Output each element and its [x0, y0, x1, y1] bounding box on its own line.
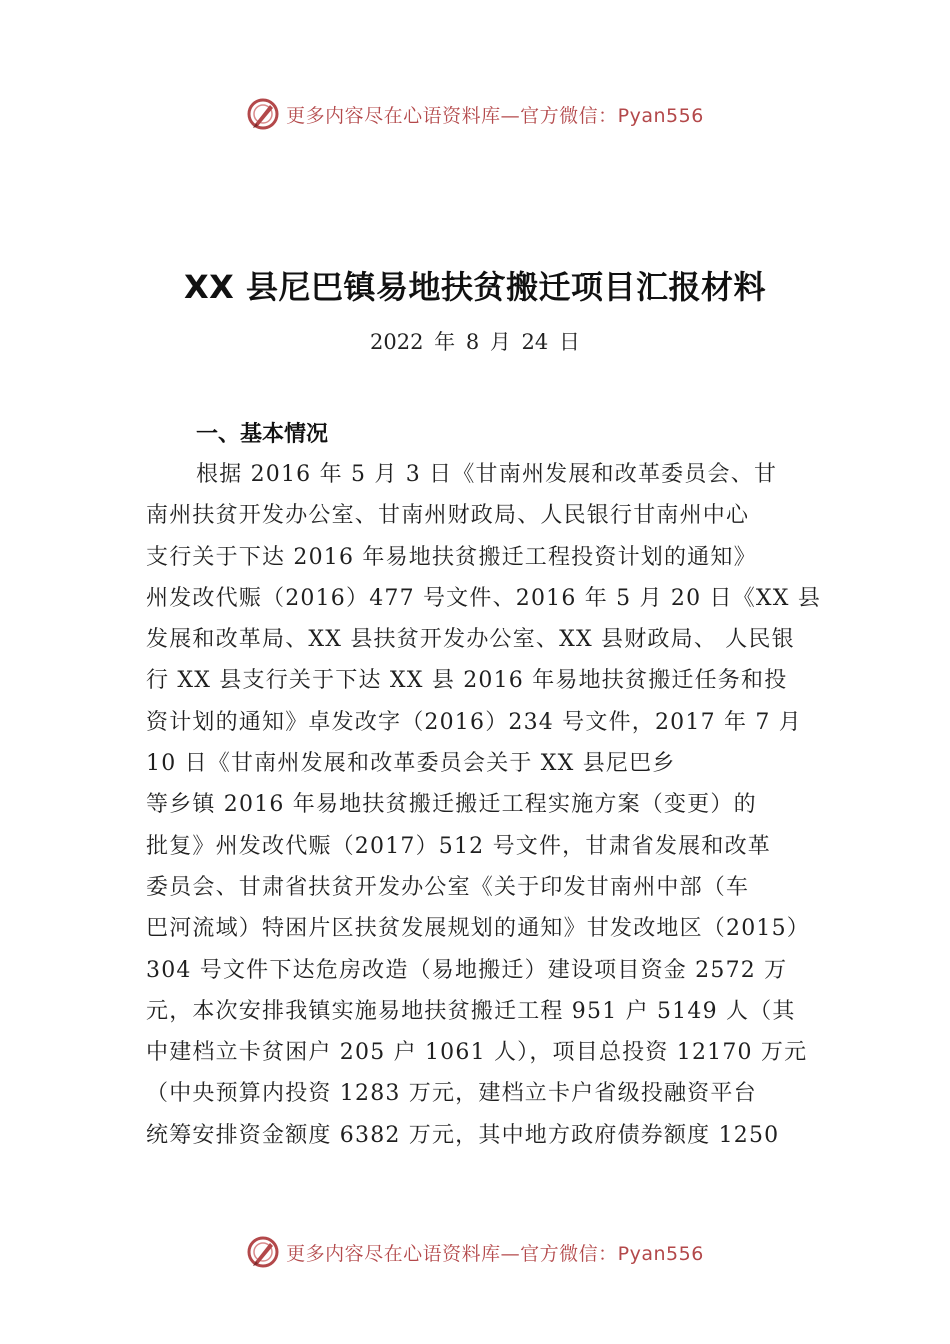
body-line: 统筹安排资金额度 6382 万元，其中地方政府债券额度 1250: [146, 1122, 780, 1148]
watermark-text: 更多内容尽在心语资料库—官方微信：Pyan556: [286, 104, 704, 127]
watermark-footer: [0, 1232, 950, 1272]
quill-logo-icon: [246, 1235, 280, 1269]
body-paragraph: [146, 454, 836, 1156]
watermark-text: 更多内容尽在心语资料库—官方微信：Pyan556: [286, 1242, 704, 1265]
document-date: 2022 年 8 月 24 日: [370, 330, 580, 354]
body-line: 304 号文件下达危房改造（易地搬迁）建设项目资金 2572 万: [146, 957, 788, 983]
document-title: XX 县尼巴镇易地扶贫搬迁项目汇报材料: [184, 268, 766, 306]
section-heading: 一、基本情况: [196, 422, 329, 447]
watermark-header: [0, 94, 950, 134]
body-line: 委员会、甘肃省扶贫开发办公室《关于印发甘南州中部（车: [146, 874, 750, 900]
body-line: 发展和改革局、XX 县扶贫开发办公室、XX 县财政局、 人民银: [146, 627, 795, 653]
body-line: 10 日《甘南州发展和改革委员会关于 XX 县尼巴乡: [146, 751, 676, 777]
body-line: 巴河流域）特困片区扶贫发展规划的通知》甘发改地区（2015）: [146, 916, 810, 942]
quill-logo-icon: [246, 97, 280, 131]
body-line: 资计划的通知》卓发改字（2016）234 号文件，2017 年 7 月: [146, 709, 802, 735]
body-line: 中建档立卡贫困户 205 户 1061 人），项目总投资 12170 万元: [146, 1040, 808, 1066]
body-line: 行 XX 县支行关于下达 XX 县 2016 年易地扶贫搬迁任务和投: [146, 668, 788, 694]
body-line: 元，本次安排我镇实施易地扶贫搬迁工程 951 户 5149 人（其: [146, 998, 796, 1024]
body-line: （中央预算内投资 1283 万元，建档立卡户省级投融资平台: [146, 1081, 757, 1107]
body-line: 南州扶贫开发办公室、甘南州财政局、人民银行甘南州中心: [146, 503, 750, 529]
body-line: 等乡镇 2016 年易地扶贫搬迁搬迁工程实施方案（变更）的: [146, 792, 757, 818]
body-line: 州发改代赈（2016）477 号文件、2016 年 5 月 20 日《XX 县: [146, 585, 822, 611]
body-line: 支行关于下达 2016 年易地扶贫搬迁工程投资计划的通知》: [146, 544, 757, 570]
body-line: 批复》州发改代赈（2017）512 号文件，甘肃省发展和改革: [146, 833, 771, 859]
body-line: 根据 2016 年 5 月 3 日《甘南州发展和改革委员会、甘: [196, 462, 778, 487]
